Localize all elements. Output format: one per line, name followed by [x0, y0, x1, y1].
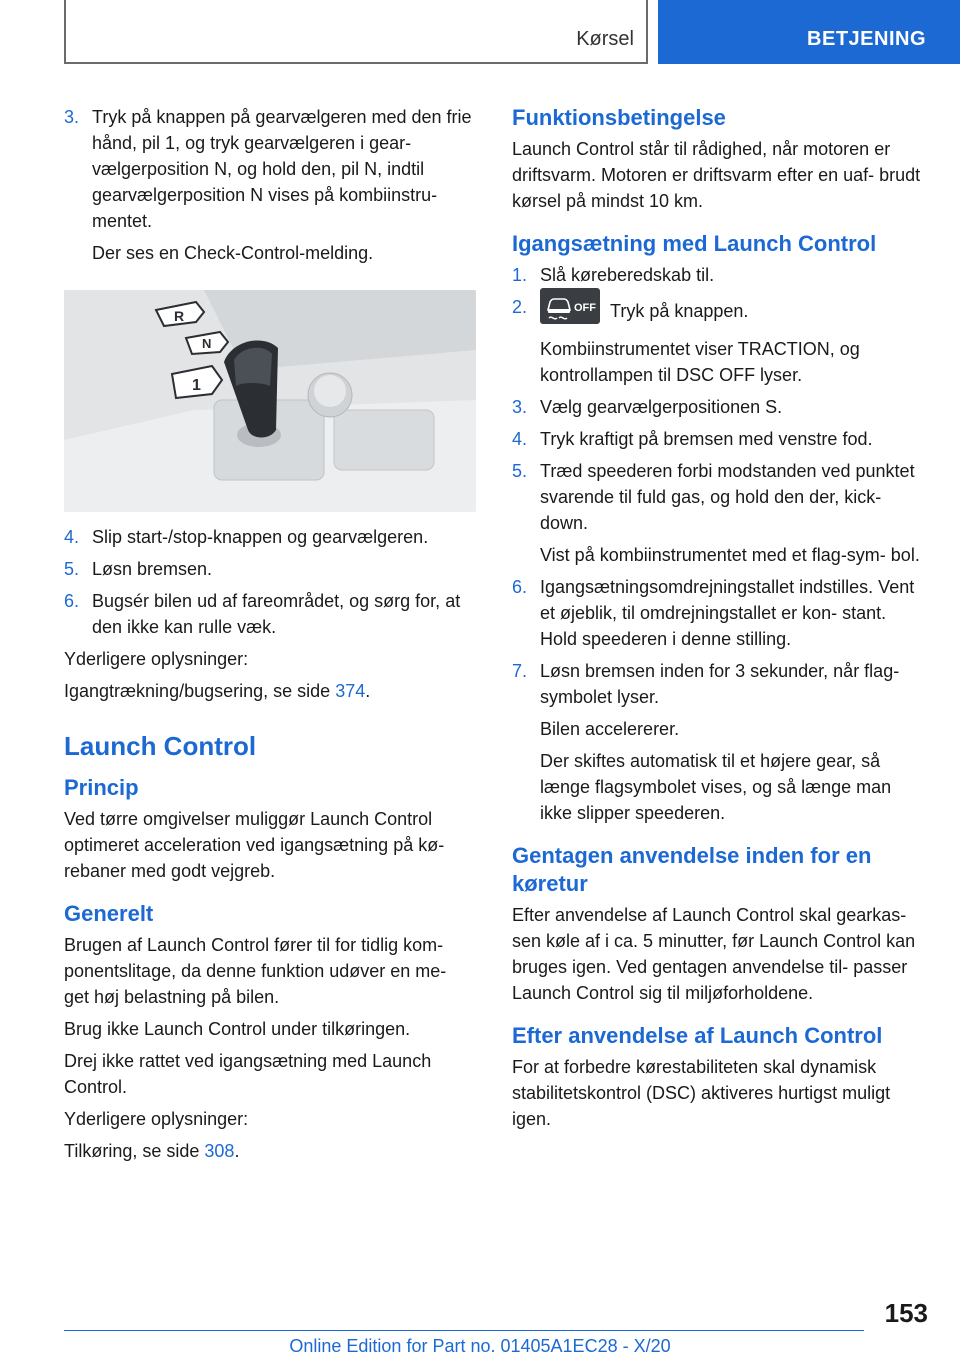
dsc-off-button-icon [540, 288, 600, 324]
subheading-igangsaetning: Igangsætning med Launch Control [512, 231, 877, 256]
cross-reference [64, 678, 476, 704]
step-number: 4. [512, 429, 528, 449]
gear-selector-illustration [64, 290, 476, 512]
generelt-paragraph-3: Drej ikke rattet ved igangsætning med Launch Control. [64, 1051, 432, 1097]
funktion-paragraph: Launch Control står til rådighed, når motoren er driftsvarm. Motoren er driftsvarm efter en uaf- brudt kørsel på mindst 10 km. [512, 139, 921, 211]
step-subtext: Der skiftes automatisk til et højere gear, så længe flagsymbolet vises, og så længe man ikke slipper speederen. [540, 751, 892, 823]
figure-label-n: N [202, 336, 212, 351]
step-number: 6. [512, 577, 528, 597]
figure-label-r: R [174, 308, 185, 324]
step-subtext: Kombiinstrumentet viser TRACTION, og kontrollampen til DSC OFF lyser. [540, 339, 860, 385]
footer-divider [64, 1330, 864, 1331]
step-number: 7. [512, 661, 528, 681]
dsc-icon-label: OFF [574, 302, 596, 314]
list-item [64, 104, 476, 266]
footer-edition: Online Edition for Part no. 01405A1EC28 - X/20 [289, 1336, 671, 1356]
step-text-label: Tryk på knappen. [610, 300, 749, 321]
generelt-paragraph-1: Brugen af Launch Control fører til for tidlig kom- ponentslitage, da denne funktion udøver en me- get høj belastning på bilen. [64, 935, 447, 1007]
section-heading-launch-control: Launch Control [64, 731, 257, 761]
step-text: Løsn bremsen inden for 3 sekunder, når flag- symbolet lyser. [540, 661, 900, 707]
princip-paragraph: Ved tørre omgivelser muliggør Launch Control optimeret acceleration ved igangsætning på kø- rebaner med godt vejgreb. [64, 809, 445, 881]
step-text: Træd speederen forbi modstanden ved punktet svarende til fuld gas, og hold den der, kick-down. [540, 461, 915, 533]
cross-reference-text: Tilkøring, se side [64, 1141, 200, 1161]
gentagen-paragraph: Efter anvendelse af Launch Control skal gearkas- sen køle af i ca. 5 minutter, før Launch Control kan bruges igen. Ved gentagen anvendelse til- passer Launch Control sig til miljøforholdene. [512, 905, 916, 1003]
efter-paragraph: For at forbedre kørestabiliteten skal dynamisk stabilitetskontrol (DSC) aktiveres hurtigst muligt igen. [512, 1057, 891, 1129]
step-text: Tryk på knappen på gearvælgeren med den frie hånd, pil 1, og tryk gearvælgeren i gear- vælgerposition N, og hold den, pil N, indtil gearvælgerposition N vises på kombiinstru- mentet. [92, 107, 472, 231]
list-item [512, 426, 928, 452]
step-text: Slå køreberedskab til. [540, 265, 715, 285]
step-subtext: Vist på kombiinstrumentet med et flag-sym- bol. [540, 545, 920, 565]
step-text: Slip start-/stop-knappen og gearvælgeren. [92, 527, 429, 547]
header-chapter-frame [64, 0, 648, 64]
cross-reference-end: . [234, 1141, 240, 1161]
step-number: 1. [512, 265, 528, 285]
step-text: Løsn bremsen. [92, 559, 213, 579]
step-number: 3. [512, 397, 528, 417]
step-number: 6. [64, 591, 80, 611]
list-item [64, 588, 476, 640]
step-number: 3. [64, 107, 80, 127]
step-number: 5. [64, 559, 80, 579]
subheading-funktionsbetingelse: Funktionsbetingelse [512, 105, 726, 130]
more-info-label: Yderligere oplysninger: [64, 649, 249, 669]
page-link-374[interactable]: 374 [335, 681, 366, 701]
gear-selector-figure [64, 290, 476, 512]
page-number: 153 [884, 1298, 928, 1328]
right-column [512, 104, 928, 1138]
list-item [512, 394, 928, 420]
step-text: Vælg gearvælgerpositionen S. [540, 397, 783, 417]
more-info-label: Yderligere oplysninger: [64, 1109, 249, 1129]
cross-reference-text: Igangtrækning/bugsering, se side [64, 681, 331, 701]
list-item [64, 556, 476, 582]
step-text [540, 294, 928, 330]
step-number: 2. [512, 297, 528, 317]
list-item [512, 574, 928, 652]
step-text: Bugsér bilen ud af fareområdet, og sørg for, at den ikke kan rulle væk. [92, 591, 461, 637]
subheading-princip: Princip [64, 775, 139, 800]
list-item [512, 458, 928, 568]
step-text: Tryk kraftigt på bremsen med venstre fod. [540, 429, 873, 449]
subheading-generelt: Generelt [64, 901, 154, 926]
step-text: Igangsætningsomdrejningstallet indstilles. Vent et øjeblik, til omdrejningstallet er kon- stant. Hold speederen i denne stilling. [540, 577, 915, 649]
header-section-tab: BETJENING [658, 0, 960, 64]
list-item [512, 294, 928, 388]
list-item [64, 524, 476, 550]
cross-reference [64, 1138, 476, 1164]
page-link-308[interactable]: 308 [204, 1141, 235, 1161]
step-number: 4. [64, 527, 80, 547]
list-item [512, 262, 928, 288]
list-item [512, 658, 928, 826]
figure-label-1: 1 [192, 377, 201, 394]
cross-reference-end: . [365, 681, 371, 701]
subheading-efter-anvendelse: Efter anvendelse af Launch Control [512, 1023, 883, 1048]
left-column [64, 104, 476, 1170]
subheading-gentagen-anvendelse: Gentagen anvendelse inden for en køretur [512, 843, 872, 896]
step-number: 5. [512, 461, 528, 481]
step-subtext: Bilen accelererer. [540, 719, 680, 739]
step-note: Der ses en Check-Control-melding. [92, 243, 374, 263]
generelt-paragraph-2: Brug ikke Launch Control under tilkøringen. [64, 1019, 411, 1039]
header-chapter-title: Kørsel [576, 28, 634, 50]
